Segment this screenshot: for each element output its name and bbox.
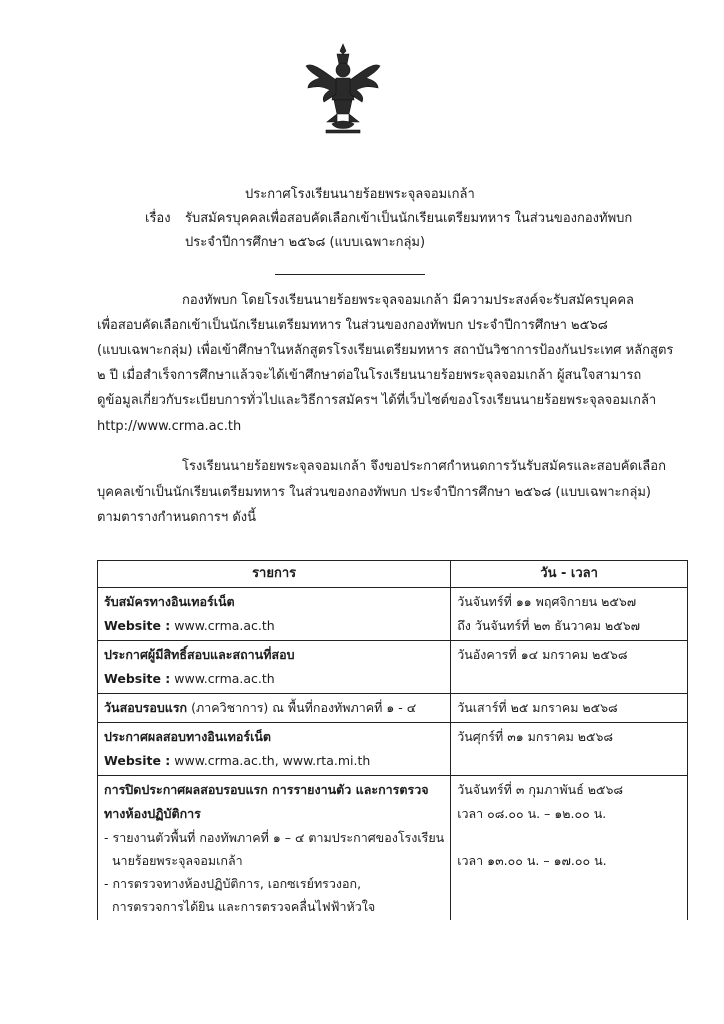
garuda-emblem-icon (302, 40, 384, 140)
schedule-table (97, 560, 688, 920)
body-paragraph-1-line-3: (แบบเฉพาะกลุ่ม) เพื่อเข้าศึกษาในหลักสูตรโรงเรียนเตรียมทหาร สถาบันวิชาการป้องกันประเทศ หลักสูตร (97, 343, 674, 358)
table-cell-datetime (451, 588, 688, 641)
website-label: Website : (104, 753, 171, 768)
table-row (98, 588, 688, 641)
body-paragraph-1-line-1: กองทัพบก โดยโรงเรียนนายร้อยพระจุลจอมเกล้า มีความประสงค์จะรับสมัครบุคคล (182, 293, 634, 308)
website-url[interactable]: www.crma.ac.th, www.rta.mi.th (174, 753, 371, 768)
row-time-afternoon: เวลา ๑๓.๐๐ น. – ๑๗.๐๐ น. (457, 853, 607, 868)
table-cell-datetime (451, 641, 688, 694)
row-title-line-1: การปิดประกาศผลสอบรอบแรก การรายงานตัว และการตรวจ (104, 782, 429, 797)
row-title: ประกาศผลสอบทางอินเทอร์เน็ต (104, 729, 272, 744)
website-label: Website : (104, 671, 171, 686)
row-date: วันจันทร์ที่ ๓ กุมภาพันธ์ ๒๕๖๘ (457, 782, 624, 797)
table-cell-datetime (451, 776, 688, 921)
table-header-row (98, 561, 688, 588)
row-date: วันจันทร์ที่ ๑๑ พฤศจิกายน ๒๕๖๗ (457, 594, 637, 609)
subject-label: เรื่อง (145, 211, 171, 226)
body-paragraph-2-line-1: โรงเรียนนายร้อยพระจุลจอมเกล้า จึงขอประกาศกำหนดการวันรับสมัครและสอบคัดเลือก (182, 459, 666, 474)
row-sub-item-1-line-2: นายร้อยพระจุลจอมเกล้า (112, 853, 243, 868)
row-website (104, 667, 444, 691)
website-url[interactable]: www.crma.ac.th (174, 671, 275, 686)
row-date: วันอังคารที่ ๑๔ มกราคม ๒๕๖๘ (457, 647, 628, 662)
row-date: วันศุกร์ที่ ๓๑ มกราคม ๒๕๖๘ (457, 729, 614, 744)
row-title-bold: วันสอบรอบแรก (104, 700, 188, 715)
body-paragraph-1-line-5: ดูข้อมูลเกี่ยวกับระเบียบการทั่วไปและวิธีการสมัครฯ ได้ที่เว็บไซต์ของโรงเรียนนายร้อยพระจุลจอมเกล้า (97, 393, 657, 408)
header-divider (275, 274, 425, 275)
row-title: รับสมัครทางอินเทอร์เน็ต (104, 594, 235, 609)
row-title-line-2: ทางห้องปฏิบัติการ (104, 806, 201, 821)
body-paragraph-2-line-2: บุคคลเข้าเป็นนักเรียนเตรียมทหาร ในส่วนของกองทัพบก ประจำปีการศึกษา ๒๕๖๘ (แบบเฉพาะกลุ่ม) (97, 485, 652, 500)
row-sub-item-1-line-1: - รายงานตัวพื้นที่ กองทัพภาคที่ ๑ – ๔ ตามประกาศของโรงเรียน (104, 830, 445, 845)
table-row (98, 776, 688, 921)
body-paragraph-1-line-4: ๒ ปี เมื่อสำเร็จการศึกษาแล้วจะได้เข้าศึกษาต่อในโรงเรียนนายร้อยพระจุลจอมเกล้า ผู้สนใจสามารถ (97, 368, 642, 383)
table-row (98, 694, 688, 723)
row-sub-item-2-line-1: - การตรวจทางห้องปฏิบัติการ, เอกซเรย์ทรวงอก, (104, 876, 362, 891)
row-website (104, 614, 444, 638)
table-row (98, 723, 688, 776)
row-date-end: ถึง วันจันทร์ที่ ๒๓ ธันวาคม ๒๕๖๗ (457, 618, 641, 633)
row-title-rest: (ภาควิชาการ) ณ พื้นที่กองทัพภาคที่ ๑ - ๔ (187, 700, 417, 715)
subject-line-1: รับสมัครบุคคลเพื่อสอบคัดเลือกเข้าเป็นนักเรียนเตรียมทหาร ในส่วนของกองทัพบก (185, 211, 633, 226)
website-label: Website : (104, 618, 171, 633)
column-header-item: รายการ (98, 561, 451, 588)
table-cell-datetime (451, 694, 688, 723)
row-sub-item-2-line-2: การตรวจการได้ยิน และการตรวจคลื่นไฟฟ้าหัวใจ (112, 899, 376, 914)
row-time-morning: เวลา ๐๘.๐๐ น. – ๑๒.๐๐ น. (457, 806, 607, 821)
table-cell-datetime (451, 723, 688, 776)
website-url[interactable]: www.crma.ac.th (174, 618, 275, 633)
subject-line-2: ประจำปีการศึกษา ๒๕๖๘ (แบบเฉพาะกลุ่ม) (185, 235, 426, 250)
announcement-title: ประกาศโรงเรียนนายร้อยพระจุลจอมเกล้า (245, 187, 475, 202)
table-cell-item (98, 723, 451, 776)
body-paragraph-2-line-3: ตามตารางกำหนดการฯ ดังนี้ (97, 510, 257, 525)
table-cell-item (98, 776, 451, 921)
table-row (98, 641, 688, 694)
table-cell-item (98, 641, 451, 694)
website-link[interactable]: http://www.crma.ac.th (97, 419, 242, 434)
body-paragraph-1-line-2: เพื่อสอบคัดเลือกเข้าเป็นนักเรียนเตรียมทหาร ในส่วนของกองทัพบก ประจำปีการศึกษา ๒๕๖๘ (97, 318, 608, 333)
row-website (104, 749, 444, 773)
row-title: ประกาศผู้มีสิทธิ์สอบและสถานที่สอบ (104, 647, 295, 662)
table-cell-item (98, 588, 451, 641)
row-title (104, 696, 444, 720)
table-cell-item (98, 694, 451, 723)
column-header-datetime: วัน - เวลา (451, 561, 688, 588)
row-date: วันเสาร์ที่ ๒๕ มกราคม ๒๕๖๘ (457, 700, 618, 715)
